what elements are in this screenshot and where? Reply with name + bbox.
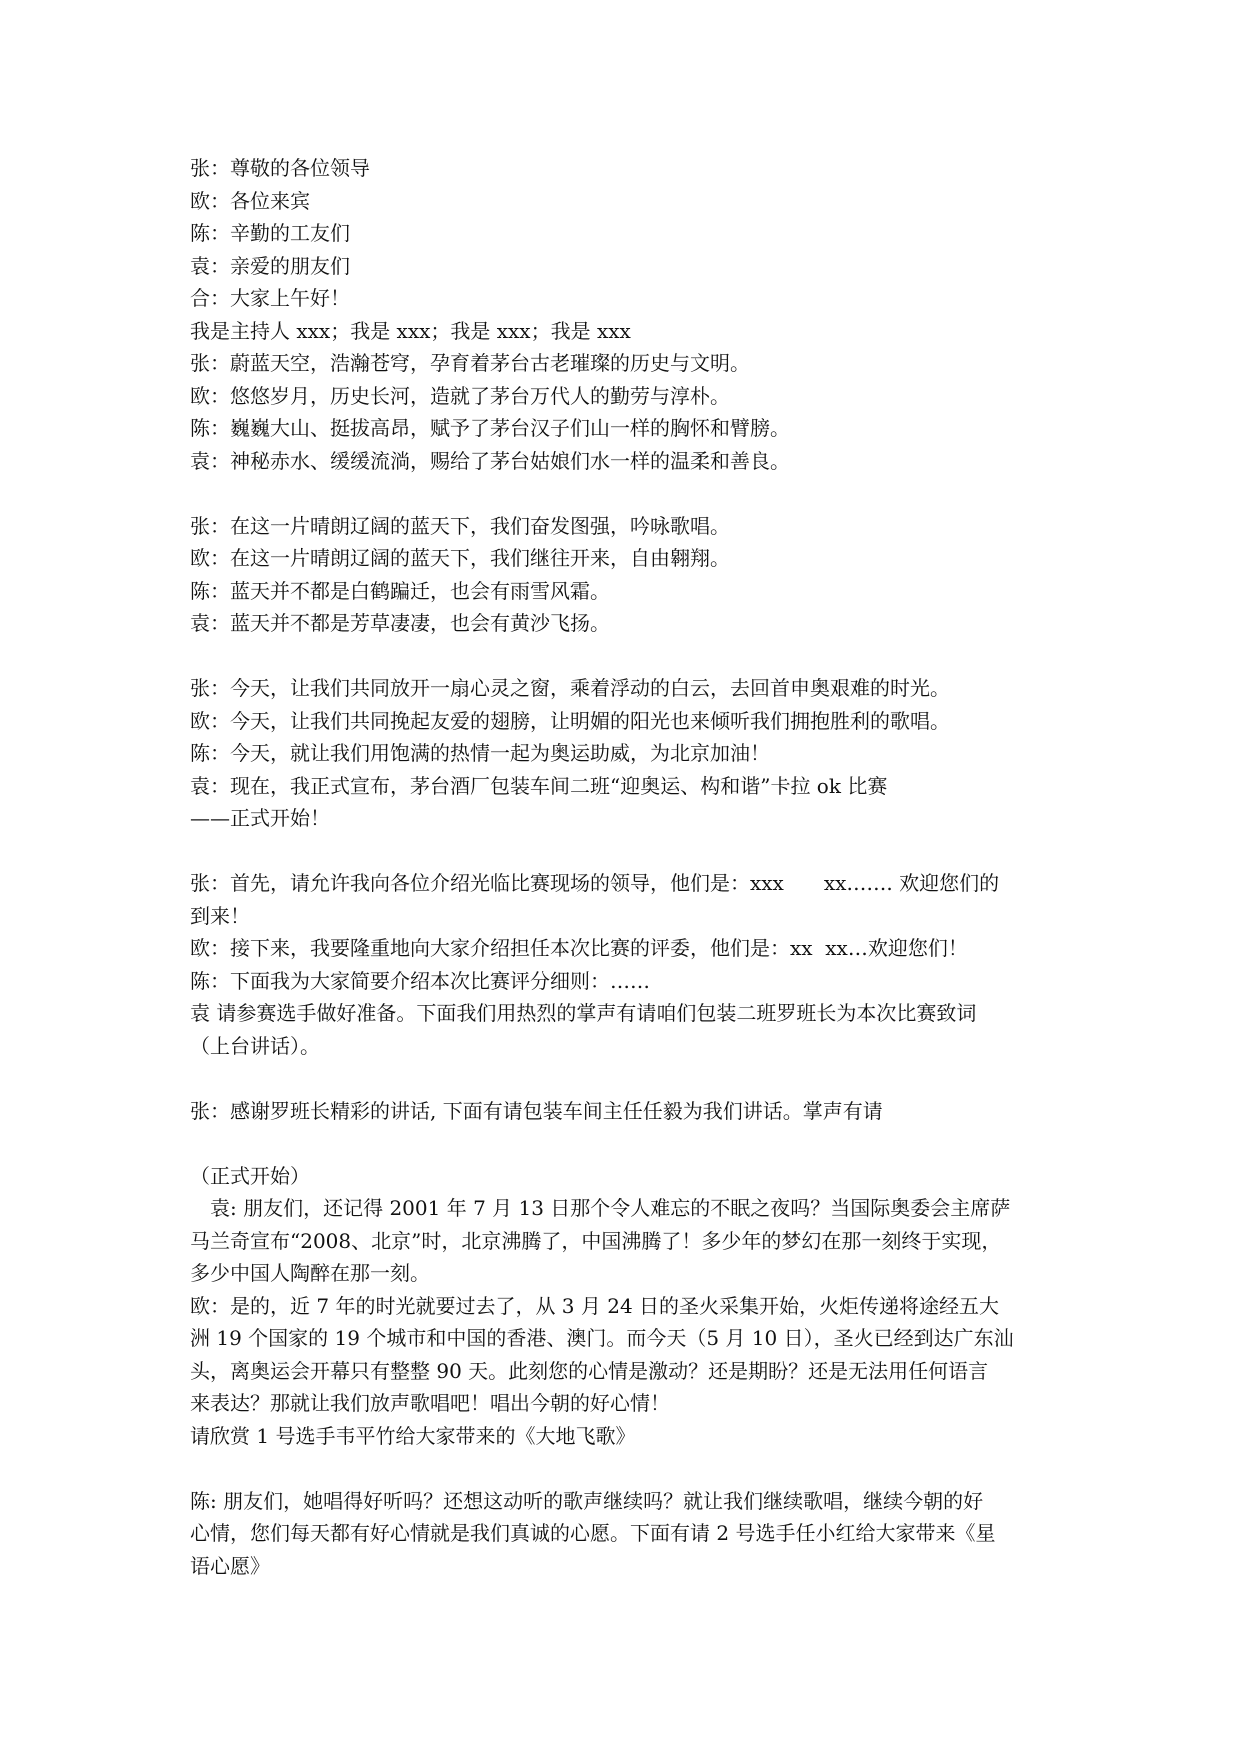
text-line: 张：在这一片晴朗辽阔的蓝天下，我们奋发图强，吟咏歌唱。 <box>190 513 730 538</box>
text-line: 多少中国人陶醉在那一刻。 <box>190 1261 430 1285</box>
text-line: 张：今天，让我们共同放开一扇心灵之窗，乘着浮动的白云，去回首申奥艰难的时光。 <box>190 676 950 700</box>
blank-line <box>190 477 1065 510</box>
text-line: 合：大家上午好！ <box>190 286 350 310</box>
text-line: 陈：蓝天并不都是白鹤蹁迁，也会有雨雪风霜。 <box>190 578 610 603</box>
text-line: 袁：蓝天并不都是芳草凄凄，也会有黄沙飞扬。 <box>190 611 610 635</box>
text-line: 袁: 朋友们，还记得 2001 年 7 月 13 日那个令人难忘的不眠之夜吗？当国际奥委会主席萨 <box>190 1196 1011 1220</box>
text-line: 请欣赏 1 号选手韦平竹给大家带来的《大地飞歌》 <box>190 1423 636 1448</box>
text-line: 陈：巍巍大山、挺拔高昂，赋予了茅台汉子们山一样的胸怀和臂膀。 <box>190 416 790 440</box>
text-line: 欧：是的，近 7 年的时光就要过去了，从 3 月 24 日的圣火采集开始，火炬传递将途经五大 <box>190 1293 1000 1318</box>
text-line: 张：首先，请允许我向各位介绍光临比赛现场的领导，他们是：xxx xx……. 欢迎您们的 <box>190 871 1000 895</box>
text-line: 陈: 朋友们，她唱得好听吗？还想这动听的歌声继续吗？就让我们继续歌唱，继续今朝的好 <box>190 1488 984 1513</box>
text-line: 张：尊敬的各位领导 <box>190 156 370 180</box>
text-line: 欧：接下来，我要隆重地向大家介绍担任本次比赛的评委，他们是：xx xx…欢迎您们！ <box>190 936 968 960</box>
text-line: ——正式开始！ <box>190 806 330 830</box>
text-line: 袁：亲爱的朋友们 <box>190 253 350 278</box>
text-line: 马兰奇宣布“2008、北京”时，北京沸腾了，中国沸腾了！多少年的梦幻在那一刻终于实现， <box>190 1228 1002 1253</box>
text-line: 心情，您们每天都有好心情就是我们真诚的心愿。下面有请 2 号选手任小红给大家带来《星 <box>190 1521 996 1545</box>
text-line: （上台讲话）。 <box>190 1033 320 1058</box>
blank-line <box>190 1062 1065 1095</box>
text-line: （正式开始） <box>190 1163 310 1188</box>
text-line: 欧：各位来宾 <box>190 188 310 213</box>
blank-line <box>190 835 1065 868</box>
text-line: 到来！ <box>190 903 250 928</box>
text-line: 张：蔚蓝天空，浩瀚苍穹，孕育着茅台古老璀璨的历史与文明。 <box>190 351 750 375</box>
text-line: 头，离奥运会开幕只有整整 90 天。此刻您的心情是激动？还是期盼？还是无法用任何语言 <box>190 1358 989 1383</box>
blank-line <box>190 1452 1065 1485</box>
text-line: 张：感谢罗班长精彩的讲话, 下面有请包装车间主任任毅为我们讲话。掌声有请 <box>190 1098 883 1123</box>
text-line: 我是主持人 xxx；我是 xxx；我是 xxx；我是 xxx <box>190 318 631 343</box>
blank-line <box>190 640 1065 673</box>
text-line: 欧：今天，让我们共同挽起友爱的翅膀，让明媚的阳光也来倾听我们拥抱胜利的歌唱。 <box>190 708 950 733</box>
text-line: 语心愿》 <box>190 1553 270 1578</box>
text-line: 陈：今天，就让我们用饱满的热情一起为奥运助威，为北京加油！ <box>190 741 770 765</box>
text-line: 袁 请参赛选手做好准备。下面我们用热烈的掌声有请咱们包装二班罗班长为本次比赛致词 <box>190 1001 977 1025</box>
document-body <box>190 152 1065 1582</box>
text-line: 洲 19 个国家的 19 个城市和中国的香港、澳门。而今天（5 月 10 日），圣火已经到达广东汕 <box>190 1326 1014 1350</box>
text-line: 袁：现在，我正式宣布，茅台酒厂包装车间二班“迎奥运、构和谐”卡拉 ok 比赛 <box>190 773 888 798</box>
text-line: 陈：下面我为大家简要介绍本次比赛评分细则：…… <box>190 968 650 993</box>
text-line: 陈：辛勤的工友们 <box>190 221 350 245</box>
text-line: 欧：悠悠岁月，历史长河，造就了茅台万代人的勤劳与淳朴。 <box>190 383 730 408</box>
blank-line <box>190 1127 1065 1160</box>
text-line: 来表达？那就让我们放声歌唱吧！唱出今朝的好心情！ <box>190 1391 670 1415</box>
text-line: 袁：神秘赤水、缓缓流淌，赐给了茅台姑娘们水一样的温柔和善良。 <box>190 448 790 473</box>
text-line: 欧：在这一片晴朗辽阔的蓝天下，我们继往开来，自由翱翔。 <box>190 546 730 570</box>
